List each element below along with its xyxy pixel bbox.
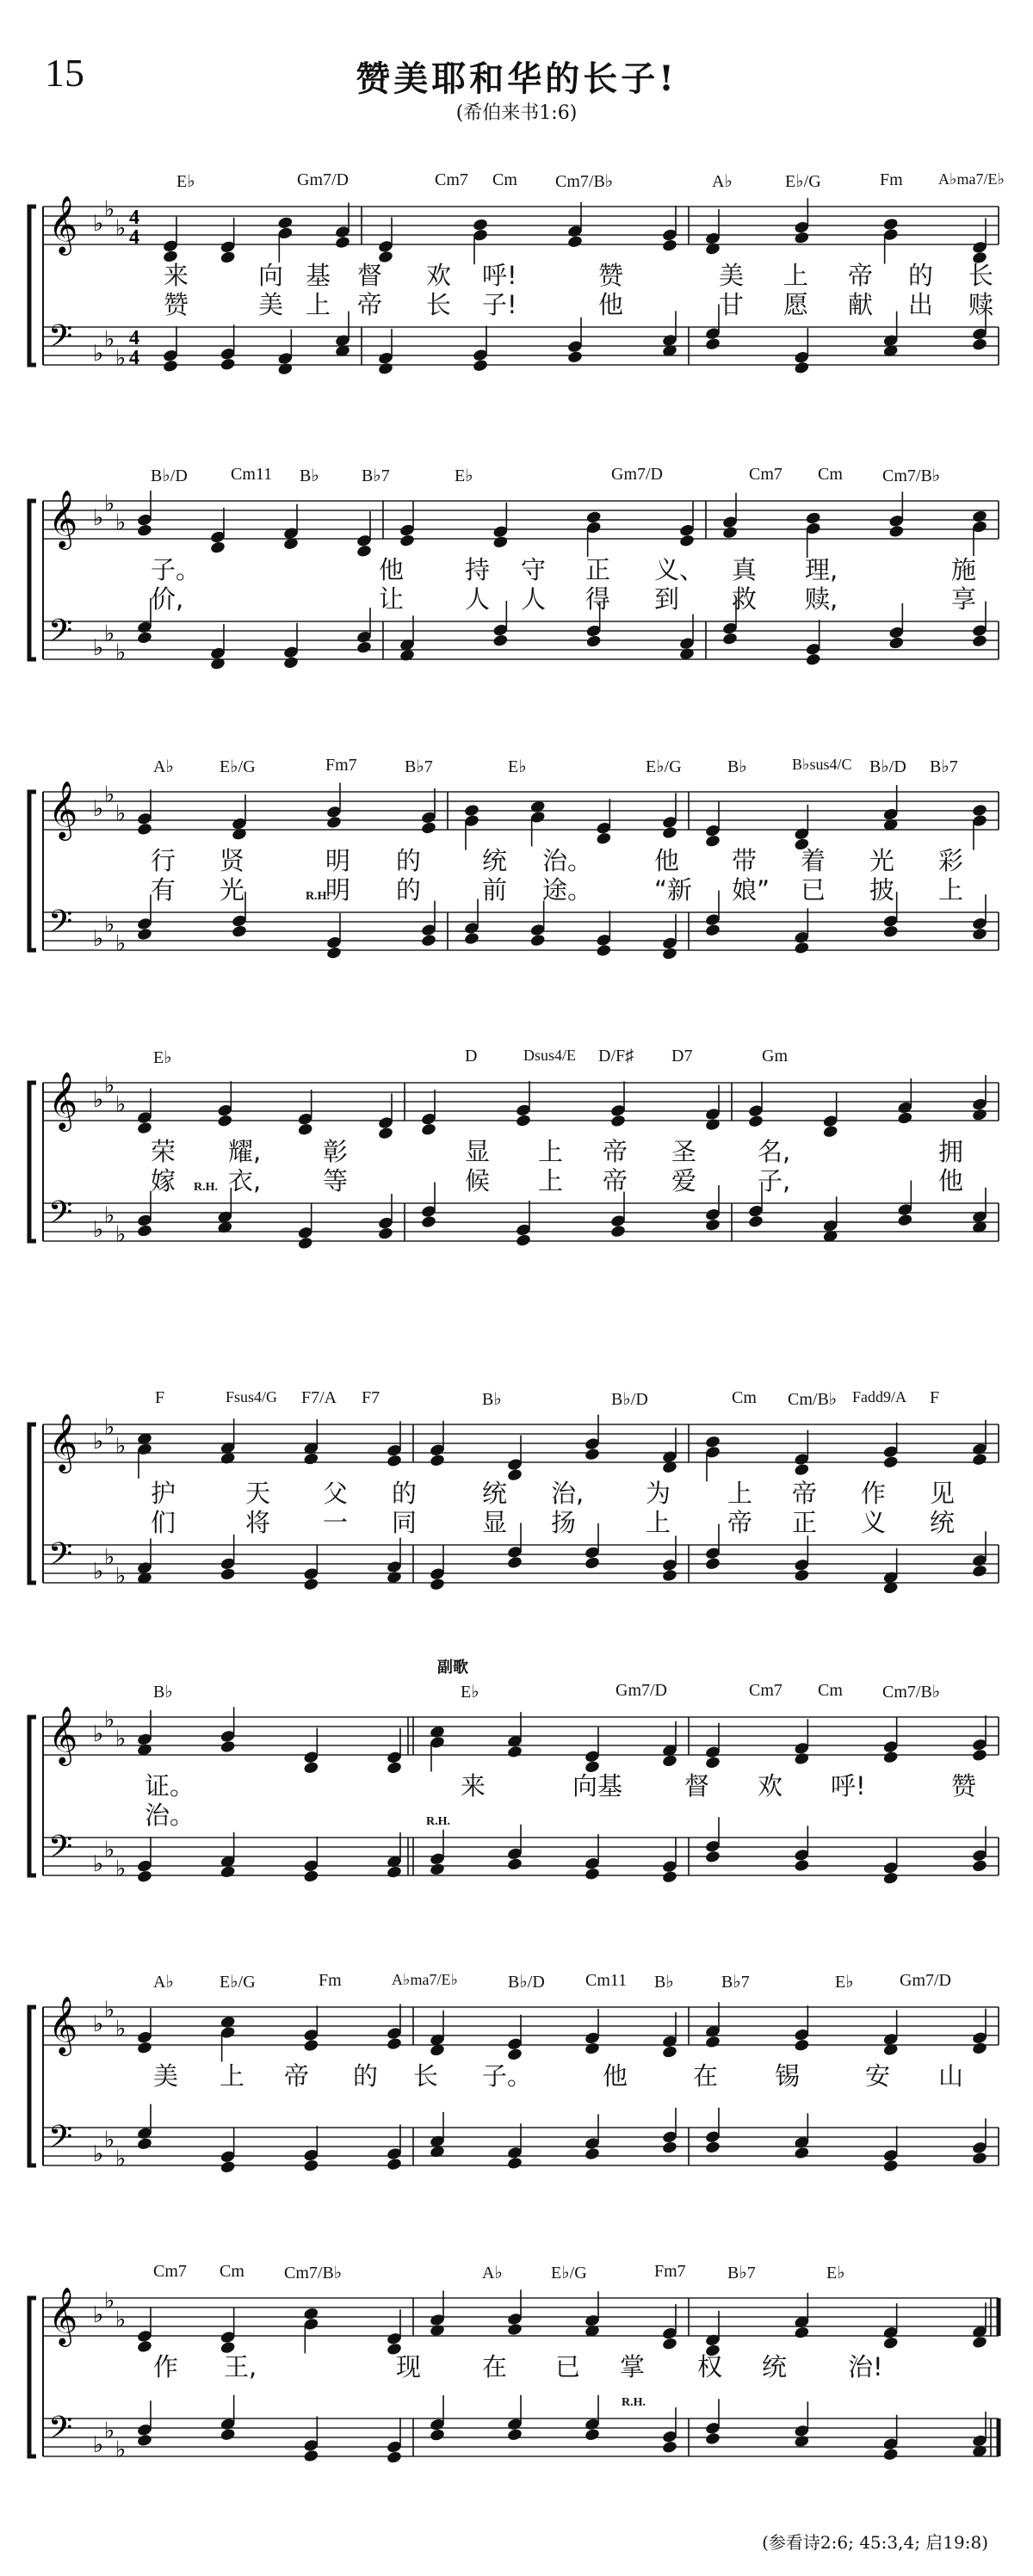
lyric-verse-1: 护	[151, 1479, 176, 1508]
lyric-verse-1: 欢	[426, 261, 452, 290]
lyric-verse-1: 显	[465, 1137, 491, 1166]
lyric-verse-1: 上	[220, 2061, 245, 2091]
flat-icon: ♭	[104, 2288, 115, 2314]
lyric-verse-1: 帝	[284, 2061, 310, 2091]
chord-symbol: Fm7	[654, 2262, 686, 2281]
flat-icon: ♭	[93, 926, 104, 952]
lyric-verse-1: 治!	[848, 2352, 883, 2381]
bass-clef-icon: 𝄢	[48, 2410, 73, 2454]
lyric-verse-2: 已	[801, 875, 826, 905]
lyric-verse-1: 帝	[848, 261, 874, 290]
chord-symbol: Cm	[818, 1681, 843, 1700]
chord-symbol: Fsus4/G	[226, 1388, 278, 1405]
lyric-verse-2: 美	[258, 290, 284, 319]
lyric-verse-1: 美	[153, 2061, 179, 2091]
lyric-verse-2: 们	[151, 1508, 176, 1537]
lyric-verse-1: 天	[245, 1479, 271, 1508]
lyric-verse-1: 山	[938, 2061, 964, 2091]
flat-icon: ♭	[115, 639, 127, 666]
flat-icon: ♭	[93, 1851, 104, 1877]
lyric-verse-2: 一	[323, 1508, 349, 1537]
lyric-verse-1: 真	[732, 555, 758, 584]
time-sig-top: 4	[129, 207, 139, 229]
chord-symbol: E♭/G	[220, 757, 256, 776]
chord-symbol: A♭	[482, 2264, 503, 2283]
notes-treble	[162, 198, 987, 265]
bass-clef-icon: 𝄢	[48, 1829, 73, 1873]
lyric-verse-1: 他	[379, 555, 405, 584]
lyric-verse-2: “新	[654, 875, 693, 905]
brace-icon	[29, 2007, 36, 2165]
chord-symbol: D7	[671, 1047, 693, 1066]
treble-clef-icon: 𝄞	[48, 2286, 78, 2344]
lyric-verse-1: 他	[654, 846, 680, 875]
lyric-verse-1: 彩	[938, 846, 964, 875]
lyric-verse-1: 向基	[572, 1771, 623, 1801]
chord-symbol: Cm7/B♭	[555, 172, 614, 191]
flat-icon: ♭	[115, 1091, 127, 1118]
lyric-verse-2: 将	[245, 1508, 271, 1537]
flat-icon: ♭	[93, 2302, 104, 2328]
lyric-verse-1: 帝	[603, 1137, 628, 1166]
lyric-verse-1: 统	[482, 846, 508, 875]
chord-symbol: B♭7	[405, 757, 433, 776]
flat-icon: ♭	[104, 2418, 115, 2444]
chord-symbol: F	[930, 1388, 940, 1407]
flat-icon: ♭	[93, 505, 104, 531]
chord-symbol: E♭/G	[646, 757, 682, 776]
chord-symbol: B♭	[654, 1973, 674, 1992]
lyric-verse-1: 长	[968, 261, 994, 290]
time-sig-bottom: 4	[129, 347, 139, 369]
time-sig-bottom: 4	[129, 226, 139, 249]
staff-treble	[43, 195, 999, 256]
lyric-verse-1: 贤	[220, 846, 245, 875]
chord-symbol: B♭/D	[611, 1390, 648, 1409]
lyric-verse-2: 光	[220, 875, 245, 905]
chord-symbol: D/F♯	[598, 1047, 634, 1066]
chord-symbol: Cm11	[231, 465, 273, 484]
treble-clef-icon: 𝄞	[48, 1412, 78, 1471]
lyric-verse-2: 救	[732, 584, 758, 614]
flat-icon: ♭	[93, 1721, 104, 1747]
notes-treble	[136, 2002, 987, 2061]
brace-icon	[29, 207, 36, 365]
chord-symbol: Cm11	[585, 1971, 628, 1990]
right-hand-mark: R.H.	[306, 890, 330, 903]
lyric-verse-1: 治。	[542, 846, 593, 875]
chord-symbol: B♭	[300, 466, 319, 485]
lyric-verse-1: 的	[908, 261, 934, 290]
flat-icon: ♭	[104, 1414, 115, 1441]
chord-symbol: A♭	[153, 1973, 174, 1992]
lyric-verse-2: 子,	[758, 1166, 791, 1195]
chord-symbol: Cm	[818, 465, 843, 484]
lyric-verse-1: 的	[396, 846, 422, 875]
flat-icon: ♭	[93, 2141, 104, 2167]
lyric-verse-1: 王,	[224, 2352, 257, 2381]
lyric-verse-2: 正	[792, 1508, 818, 1537]
staff-svg	[0, 1955, 1033, 2231]
lyric-verse-2: 享	[951, 584, 977, 614]
brace-icon	[29, 501, 36, 659]
brace-icon	[29, 2298, 36, 2456]
chord-symbol: Cm	[220, 2262, 244, 2281]
chord-symbol: Cm7	[749, 1681, 782, 1700]
flat-icon: ♭	[93, 635, 104, 661]
flat-icon: ♭	[115, 215, 127, 242]
right-hand-mark: R.H.	[426, 1815, 450, 1828]
lyric-verse-2: 有	[151, 875, 176, 905]
lyric-verse-2: 人	[465, 584, 491, 614]
chord-symbol: Fm7	[325, 756, 357, 775]
flat-icon: ♭	[93, 1087, 104, 1113]
lyric-verse-1: 赞	[598, 261, 624, 290]
bass-clef-icon: 𝄢	[48, 613, 73, 657]
bass-clef-icon: 𝄢	[48, 1195, 73, 1239]
lyric-verse-2: 的	[396, 875, 422, 905]
chord-symbol: Gm7/D	[900, 1971, 951, 1990]
flat-icon: ♭	[93, 2432, 104, 2458]
chord-symbol: F7	[362, 1388, 380, 1407]
chord-symbol: D	[465, 1047, 478, 1066]
bass-clef-icon: 𝄢	[48, 2119, 73, 2163]
lyric-verse-2: 前	[482, 875, 508, 905]
lyric-verse-1: 见	[930, 1479, 956, 1508]
chord-symbol: B♭7	[362, 466, 390, 485]
staff-bass	[43, 613, 999, 666]
chord-symbol: Cm7	[153, 2262, 187, 2281]
lyric-verse-1: 长	[413, 2061, 439, 2091]
chord-symbol: E♭	[153, 1048, 172, 1067]
lyric-verse-1: 正	[585, 555, 611, 584]
chord-symbol: E♭/G	[551, 2264, 587, 2283]
flat-icon: ♭	[115, 510, 127, 536]
treble-clef-icon: 𝄞	[48, 1705, 78, 1764]
lyric-verse-1: 守	[521, 555, 547, 584]
lyric-verse-2: 上	[306, 290, 331, 319]
flat-icon: ♭	[104, 491, 115, 517]
lyric-verse-2: 献	[848, 290, 874, 319]
flat-icon: ♭	[115, 1563, 127, 1590]
lyric-verse-1: 拥	[938, 1137, 964, 1166]
flat-icon: ♭	[115, 1221, 127, 1248]
notes-bass	[136, 2104, 987, 2174]
lyric-verse-2: 让	[379, 584, 405, 614]
lyric-verse-1: 证。	[145, 1771, 195, 1801]
treble-clef-icon: 𝄞	[48, 195, 78, 253]
flat-icon: ♭	[93, 1429, 104, 1455]
lyric-verse-1: 作	[153, 2352, 179, 2381]
scripture-reference: (希伯来书1:6)	[455, 102, 578, 124]
lyric-verse-1: 施	[951, 555, 977, 584]
lyric-verse-2: 赎	[968, 290, 994, 319]
flat-icon: ♭	[104, 621, 115, 647]
lyric-verse-1: 统	[482, 1479, 508, 1508]
bass-clef-icon: 𝄢	[48, 904, 73, 948]
chord-symbol: E♭	[455, 466, 473, 485]
chord-symbol: F	[155, 1388, 165, 1407]
chord-symbol: F7/A	[301, 1388, 337, 1407]
chord-symbol: B♭	[482, 1390, 502, 1409]
chord-symbol: E♭	[176, 172, 195, 191]
chord-symbol: Cm7/B♭	[284, 2264, 343, 2283]
lyric-verse-2: 人	[521, 584, 547, 614]
flat-icon: ♭	[104, 1997, 115, 2023]
lyric-verse-1: 基	[306, 261, 331, 290]
flat-icon: ♭	[104, 1202, 115, 1229]
chord-symbol: Fadd9/A	[852, 1388, 906, 1405]
lyric-verse-1: 义、	[654, 555, 705, 584]
staff-bass	[43, 318, 999, 372]
chord-symbol: A♭ma7/E♭	[938, 170, 1005, 188]
lyric-verse-1: 统	[762, 2352, 788, 2381]
chord-symbol: A♭	[712, 172, 733, 191]
flat-icon: ♭	[115, 1856, 127, 1882]
flat-icon: ♭	[104, 2127, 115, 2153]
chord-symbol: B♭7	[930, 757, 958, 776]
lyric-verse-1: 已	[555, 2352, 581, 2381]
flat-icon: ♭	[115, 2437, 127, 2463]
lyric-verse-2: 候	[465, 1166, 491, 1195]
lyric-verse-2: 披	[869, 875, 895, 905]
lyric-verse-2: 衣,	[228, 1166, 262, 1195]
lyric-verse-2: 得	[585, 584, 611, 614]
brace-icon	[29, 1083, 36, 1241]
time-sig-top: 4	[129, 327, 139, 349]
chord-symbol: Gm	[762, 1047, 788, 1066]
lyric-verse-2: 上	[538, 1166, 564, 1195]
staff-treble	[43, 489, 999, 550]
lyric-verse-2: 帝	[603, 1166, 628, 1195]
lyric-verse-2: 等	[323, 1166, 349, 1195]
lyric-verse-2: 扬	[551, 1508, 577, 1537]
lyric-verse-2: 爱	[671, 1166, 697, 1195]
treble-clef-icon: 𝄞	[48, 1995, 78, 2054]
lyric-verse-1: 上	[783, 261, 809, 290]
flat-icon: ♭	[115, 930, 127, 957]
lyric-verse-1: 在	[482, 2352, 508, 2381]
flat-icon: ♭	[93, 1559, 104, 1585]
lyric-verse-2: 价,	[151, 584, 184, 614]
chord-symbol: Gm7/D	[297, 170, 349, 189]
flat-icon: ♭	[104, 911, 115, 938]
chord-symbol: Cm/B♭	[788, 1390, 838, 1409]
flat-icon: ♭	[104, 1707, 115, 1733]
lyric-verse-2: 嫁	[151, 1166, 176, 1195]
flat-icon: ♭	[104, 196, 115, 223]
brace-icon	[29, 792, 36, 950]
brace-icon	[29, 1424, 36, 1583]
chord-symbol: B♭sus4/C	[792, 756, 852, 773]
refrain-label: 副歌	[437, 1659, 468, 1677]
lyric-verse-1: 锡	[775, 2061, 801, 2091]
lyric-verse-2: 他	[938, 1166, 964, 1195]
flat-icon: ♭	[93, 211, 104, 237]
lyric-verse-1: 明	[325, 846, 351, 875]
lyric-verse-1: 帝	[792, 1479, 818, 1508]
flat-icon: ♭	[93, 1217, 104, 1243]
chord-symbol: B♭	[153, 1683, 173, 1702]
chord-symbol: Cm7/B♭	[882, 466, 941, 485]
chord-symbol: Cm	[492, 170, 517, 189]
flat-icon: ♭	[104, 326, 115, 353]
chord-symbol: Cm7	[749, 465, 782, 484]
staff-svg	[0, 2246, 1033, 2522]
lyric-verse-1: 呼!	[831, 1771, 866, 1801]
chord-symbol: E♭	[835, 1973, 854, 1992]
chord-symbol: B♭/D	[869, 757, 906, 776]
flat-icon: ♭	[115, 1726, 127, 1752]
lyric-verse-1: 为	[646, 1479, 671, 1508]
chord-symbol: B♭/D	[508, 1973, 545, 1992]
lyric-verse-1: 的	[353, 2061, 379, 2091]
lyric-verse-1: 权	[697, 2352, 723, 2381]
lyric-verse-2: 甘	[719, 290, 745, 319]
lyric-verse-1: 持	[465, 555, 491, 584]
flat-icon: ♭	[115, 1433, 127, 1460]
lyric-verse-1: 治,	[551, 1479, 585, 1508]
right-hand-mark: R.H.	[194, 1181, 218, 1194]
lyric-verse-2: 帝	[727, 1508, 753, 1537]
notes-treble	[136, 1075, 987, 1140]
lyric-verse-1: 子。	[151, 555, 201, 584]
lyric-verse-1: 掌	[620, 2352, 646, 2381]
bass-clef-icon: 𝄢	[48, 1536, 73, 1580]
lyric-verse-2: 赞	[164, 290, 189, 319]
flat-icon: ♭	[104, 781, 115, 808]
chord-symbol: Dsus4/E	[523, 1047, 577, 1064]
lyric-verse-2: 愿	[783, 290, 809, 319]
lyric-verse-1: 现	[396, 2352, 422, 2381]
lyric-verse-1: 理,	[805, 555, 838, 584]
treble-clef-icon: 𝄞	[48, 489, 78, 547]
lyric-verse-1: 来	[461, 1771, 486, 1801]
lyric-verse-2: 到	[654, 584, 680, 614]
flat-icon: ♭	[93, 341, 104, 367]
lyric-verse-2: 途。	[542, 875, 593, 905]
chord-symbol: E♭	[826, 2264, 845, 2283]
lyric-verse-1: 子。	[482, 2061, 533, 2091]
lyric-verse-2: 统	[930, 1508, 956, 1537]
lyric-verse-1: 向	[258, 261, 284, 290]
lyric-verse-2: 出	[908, 290, 934, 319]
chord-symbol: E♭/G	[785, 172, 821, 191]
lyric-verse-1: 父	[323, 1479, 349, 1508]
lyric-verse-2: 娘”	[732, 875, 770, 905]
lyric-verse-1: 作	[861, 1479, 887, 1508]
lyric-verse-1: 彰	[323, 1137, 349, 1166]
flat-icon: ♭	[104, 1544, 115, 1571]
chord-symbol: Gm7/D	[611, 465, 663, 484]
lyric-verse-1: 欢	[758, 1771, 783, 1801]
lyric-verse-1: 美	[719, 261, 745, 290]
lyric-verse-1: 着	[801, 846, 826, 875]
chord-symbol: Fm	[880, 170, 903, 189]
footnote-references: (参看诗2:6; 45:3,4; 启19:8)	[762, 2532, 988, 2553]
chord-symbol: Cm7	[435, 170, 468, 189]
chord-symbol: B♭7	[727, 2264, 756, 2283]
lyric-verse-1: 圣	[671, 1137, 697, 1166]
chord-symbol: E♭	[508, 757, 527, 776]
flat-icon: ♭	[115, 345, 127, 372]
lyric-verse-2: 同	[392, 1508, 418, 1537]
chord-symbol: Cm	[732, 1388, 757, 1407]
lyric-verse-2: 上	[646, 1508, 671, 1537]
flat-icon: ♭	[115, 2146, 127, 2172]
lyric-verse-2: 长	[426, 290, 452, 319]
lyric-verse-1: 上	[538, 1137, 564, 1166]
page-title: 赞美耶和华的长子!	[356, 59, 677, 99]
lyric-verse-1: 在	[693, 2061, 719, 2091]
lyric-verse-2: 子!	[482, 290, 517, 319]
treble-clef-icon: 𝄞	[48, 780, 78, 838]
lyric-verse-1: 上	[727, 1479, 753, 1508]
lyric-verse-1: 行	[151, 846, 176, 875]
lyric-verse-2: 明	[325, 875, 351, 905]
chord-symbol: Fm	[319, 1971, 342, 1990]
lyric-verse-2: 他	[598, 290, 624, 319]
treble-clef-icon: 𝄞	[48, 1071, 78, 1129]
chord-symbol: E♭	[461, 1683, 479, 1702]
staff-treble	[43, 780, 999, 841]
lyric-verse-1: 带	[732, 846, 758, 875]
chord-symbol: Cm7/B♭	[882, 1683, 941, 1702]
lyric-verse-2: 治。	[145, 1801, 195, 1830]
lyric-verse-1: 来	[164, 261, 189, 290]
notes-bass	[136, 2395, 987, 2465]
lyric-verse-1: 荣	[151, 1137, 176, 1166]
lyric-verse-2: 上	[938, 875, 964, 905]
lyric-verse-1: 督	[357, 261, 383, 290]
flat-icon: ♭	[104, 1837, 115, 1863]
lyric-verse-2: 义	[861, 1508, 887, 1537]
flat-icon: ♭	[104, 1072, 115, 1099]
lyric-verse-1: 的	[392, 1479, 418, 1508]
chord-symbol: B♭/D	[151, 466, 188, 485]
chord-symbol: E♭/G	[220, 1973, 256, 1992]
lyric-verse-1: 耀,	[228, 1137, 262, 1166]
lyric-verse-1: 赞	[951, 1771, 977, 1801]
hymn-number: 15	[45, 51, 84, 95]
lyric-verse-1: 他	[603, 2061, 628, 2091]
lyric-verse-2: 帝	[357, 290, 383, 319]
lyric-verse-2: 赎,	[805, 584, 838, 614]
staff-bass	[43, 904, 999, 957]
chord-symbol: A♭	[153, 757, 174, 776]
flat-icon: ♭	[93, 2011, 104, 2037]
lyric-verse-1: 光	[869, 846, 895, 875]
flat-icon: ♭	[93, 796, 104, 822]
chord-symbol: Gm7/D	[615, 1681, 667, 1700]
lyric-verse-1: 安	[865, 2061, 891, 2091]
right-hand-mark: R.H.	[622, 2396, 646, 2409]
bass-clef-icon: 𝄢	[48, 318, 73, 362]
flat-icon: ♭	[115, 800, 127, 827]
flat-icon: ♭	[115, 2307, 127, 2333]
brace-icon	[29, 1717, 36, 1875]
lyric-verse-1: 督	[684, 1771, 710, 1801]
chord-symbol: B♭	[727, 757, 747, 776]
chord-symbol: B♭7	[721, 1973, 750, 1992]
lyric-verse-1: 名,	[758, 1137, 791, 1166]
flat-icon: ♭	[115, 2016, 127, 2042]
chord-symbol: A♭ma7/E♭	[392, 1971, 458, 1988]
lyric-verse-1: 呼!	[482, 261, 517, 290]
lyric-verse-2: 显	[482, 1508, 508, 1537]
